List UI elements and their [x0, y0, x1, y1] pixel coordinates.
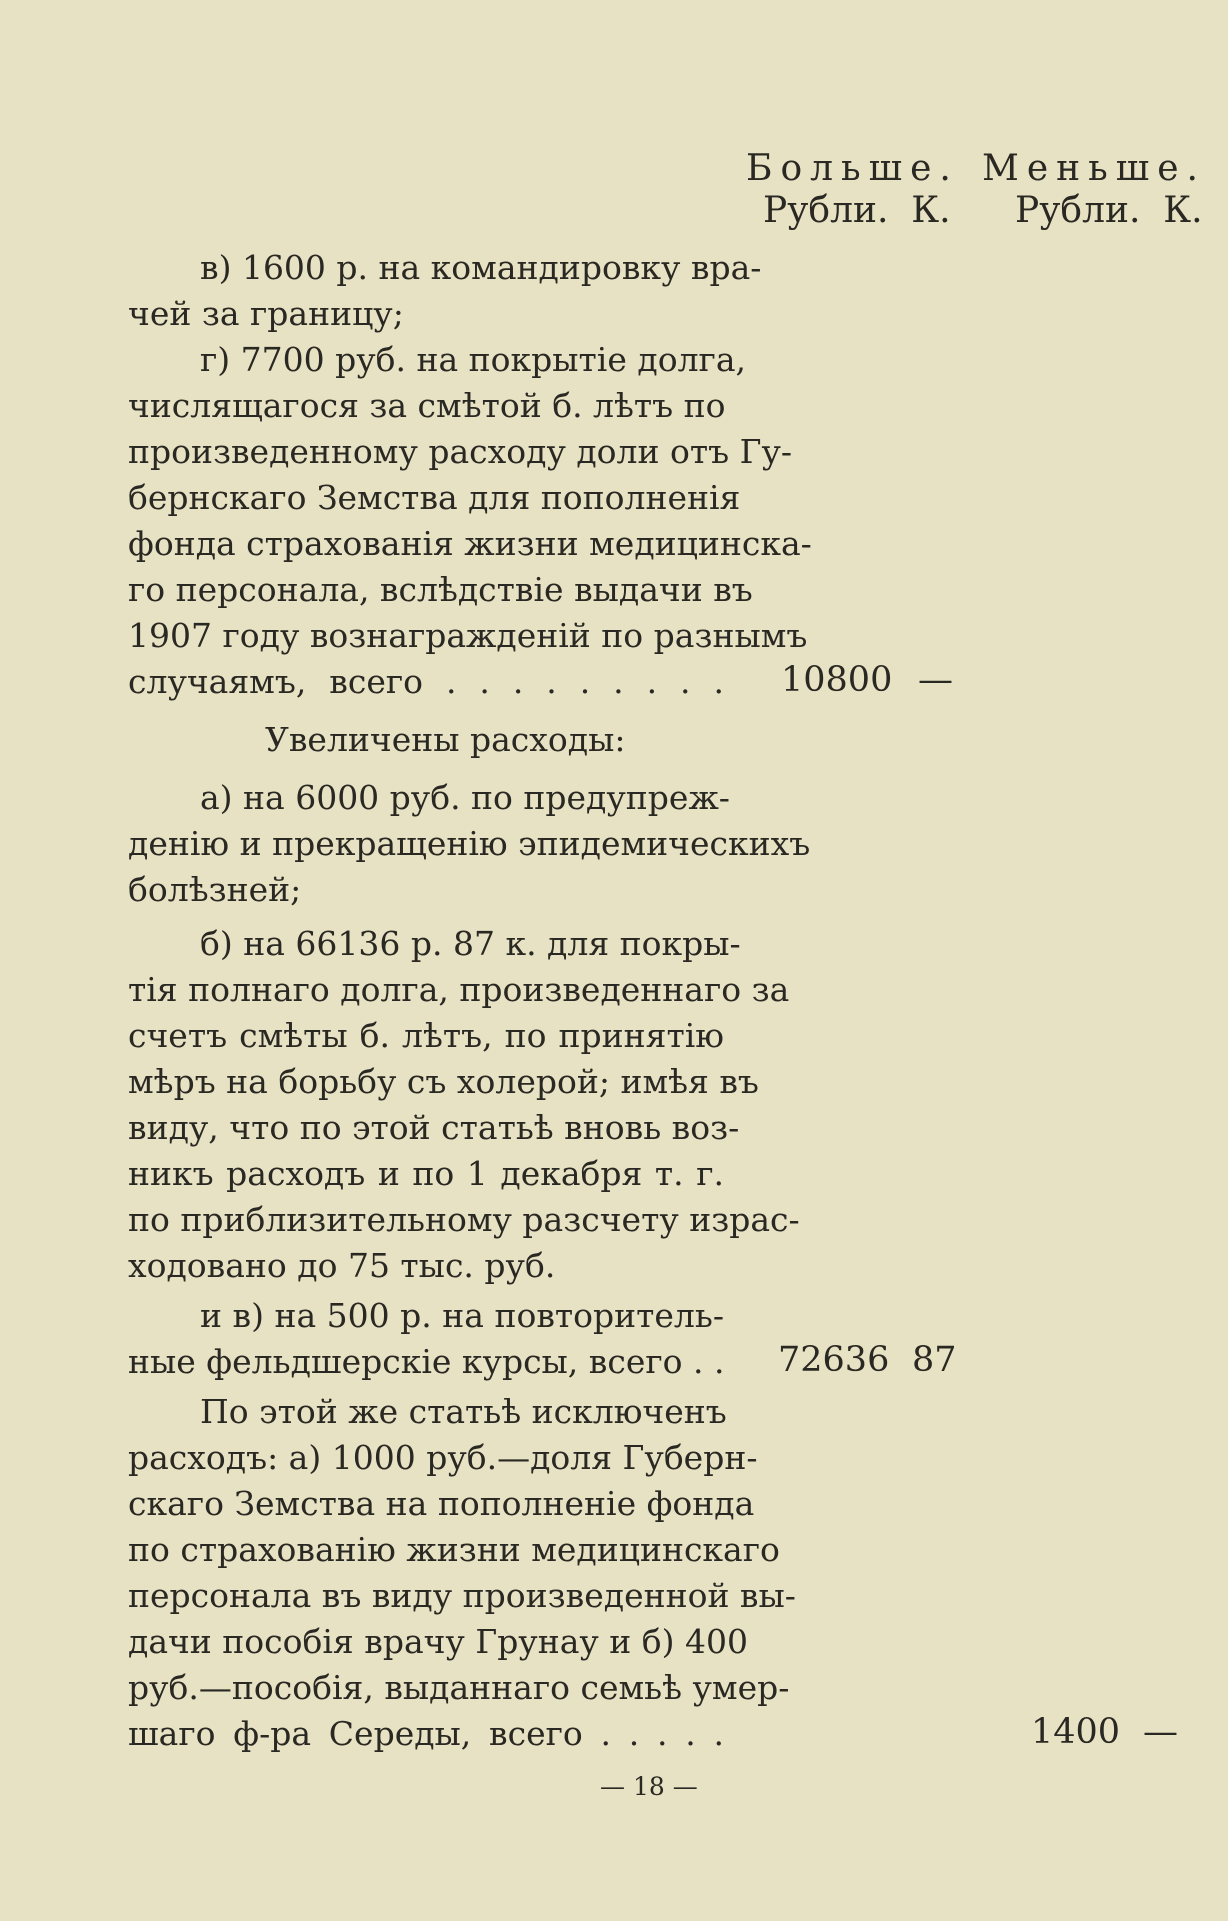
amount-more-rubles: 72636: [778, 1340, 890, 1380]
text-line: 1907 году вознагражденій по разнымъ: [128, 616, 808, 655]
text-line: шаго ф-ра Середы, всего . . . . .: [128, 1714, 724, 1753]
section-heading: Увеличены расходы:: [265, 720, 626, 759]
text-line: по страхованію жизни медицинскаго: [128, 1530, 780, 1569]
amount-more-rubles: 10800: [781, 660, 893, 700]
text-line: болѣзней;: [128, 870, 302, 909]
text-line: произведенному расходу доли отъ Гу-: [128, 432, 793, 471]
header-less: Меньше.: [982, 148, 1206, 189]
text-line: расходъ: а) 1000 руб.—доля Губерн-: [128, 1438, 758, 1477]
text-line: тія полнаго долга, произведеннаго за: [128, 970, 790, 1009]
page-number: — 18 —: [600, 1772, 698, 1801]
text-line: б) на 66136 р. 87 к. для покры-: [200, 924, 741, 963]
text-line: скаго Земства на пополненіе фонда: [128, 1484, 755, 1523]
text-line: счетъ смѣты б. лѣтъ, по принятію: [128, 1016, 724, 1055]
text-line: чей за границу;: [128, 294, 404, 333]
text-line: по приблизительному разсчету израс-: [128, 1200, 800, 1239]
text-line: бернскаго Земства для пополненія: [128, 478, 741, 517]
text-line: го персонала, вслѣдствіе выдачи въ: [128, 570, 753, 609]
text-line: дачи пособія врачу Грунау и б) 400: [128, 1622, 749, 1661]
text-line: денію и прекращенію эпидемическихъ: [128, 824, 811, 863]
text-line: По этой же статьѣ исключенъ: [200, 1392, 727, 1431]
text-line: и в) на 500 р. на повторитель-: [200, 1296, 724, 1335]
text-line: никъ расходъ и по 1 декабря т. г.: [128, 1154, 724, 1193]
text-line: ные фельдшерскіе курсы, всего . .: [128, 1342, 725, 1381]
text-line: персонала въ виду произведенной вы-: [128, 1576, 796, 1615]
text-line: числящагося за смѣтой б. лѣтъ по: [128, 386, 726, 425]
amount-more-kopeks: 87: [912, 1340, 957, 1380]
header-rubles-more: Рубли. К.: [763, 190, 951, 231]
text-line: случаямъ, всего . . . . . . . . .: [128, 662, 724, 701]
amount-more-kopeks: —: [918, 660, 953, 700]
text-line: ходовано до 75 тыс. руб.: [128, 1246, 556, 1285]
text-line: в) 1600 р. на командировку вра-: [200, 248, 762, 287]
text-line: виду, что по этой статьѣ вновь воз-: [128, 1108, 740, 1147]
text-line: фонда страхованія жизни медицинска-: [128, 524, 812, 563]
text-line: а) на 6000 руб. по предупреж-: [200, 778, 730, 817]
amount-less-kopeks: —: [1143, 1712, 1178, 1752]
text-line: руб.—пособія, выданнаго семьѣ умер-: [128, 1668, 790, 1707]
text-line: г) 7700 руб. на покрытіе долга,: [200, 340, 746, 379]
header-rubles-less: Рубли. К.: [1015, 190, 1203, 231]
amount-less-rubles: 1400: [1031, 1712, 1121, 1752]
text-line: мѣръ на борьбу съ холерой; имѣя въ: [128, 1062, 759, 1101]
header-more: Больше.: [746, 148, 959, 189]
